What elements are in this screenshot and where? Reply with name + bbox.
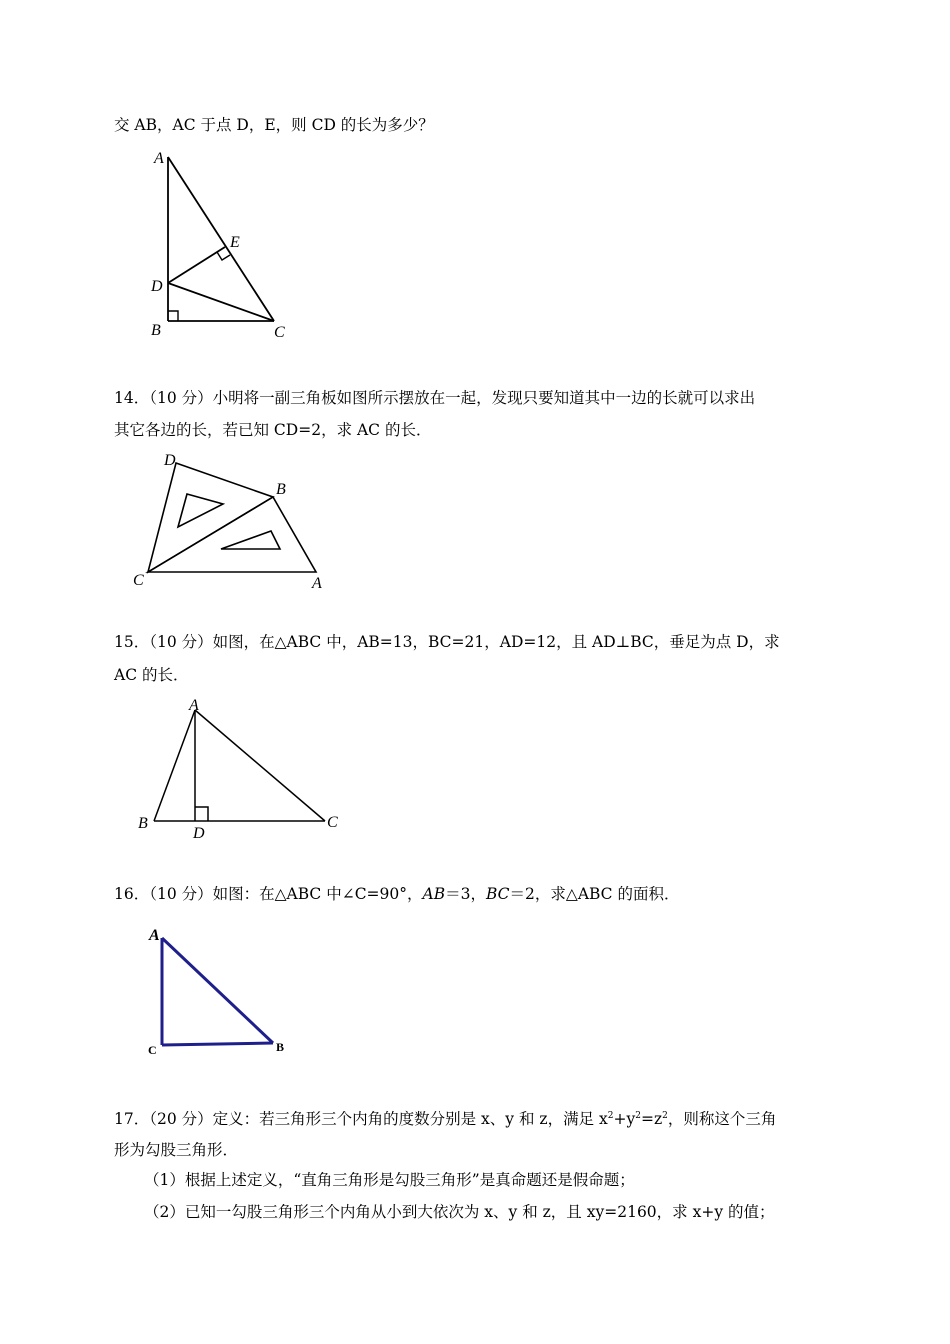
q14-inner-hole-lower bbox=[221, 531, 280, 549]
q14-text-line2: 其它各边的长，若已知 CD=2，求 AC 的长． bbox=[114, 421, 432, 439]
q13-side-ac bbox=[168, 157, 274, 321]
q17-subquestion-2: （2）已知一勾股三角形三个内角从小到大依次为 x、y 和 z，且 xy=2160，求 x+y 的值； bbox=[144, 1203, 775, 1221]
q16-label-a: A bbox=[149, 927, 160, 944]
q15-label-d: D bbox=[193, 825, 205, 842]
q17-text-line1-a: 17．（20 分）定义：若三角形三个内角的度数分别是 x、y 和 z，满足 x bbox=[114, 1110, 608, 1128]
q13-label-c: C bbox=[274, 324, 285, 341]
q15-figure bbox=[130, 692, 350, 842]
q14-label-c: C bbox=[133, 572, 144, 589]
q17-sup-1: 2 bbox=[607, 1111, 614, 1121]
q17-text-line2: 形为勾股三角形． bbox=[114, 1141, 239, 1159]
q16-text-prefix: 16．（10 分）如图：在△ABC 中∠C=90°， bbox=[114, 885, 423, 903]
q15-right-angle-d bbox=[195, 807, 208, 821]
q14-label-a: A bbox=[312, 575, 322, 592]
q16-text-bc: BC bbox=[485, 885, 510, 903]
q13-label-d: D bbox=[151, 278, 163, 295]
q14-triangle-cdb bbox=[148, 463, 273, 572]
q15-label-b: B bbox=[138, 815, 148, 832]
q17-text-line1-d: ，则称这个三角 bbox=[667, 1110, 777, 1128]
q13-label-a: A bbox=[154, 150, 164, 167]
q17-text-line1-b: +y bbox=[613, 1110, 636, 1128]
q16-side-cb bbox=[162, 1043, 273, 1045]
q13-text-line1: 交 AB，AC 于点 D，E，则 CD 的长为多少？ bbox=[114, 116, 434, 134]
q16-text-ab-value: ＝3， bbox=[445, 885, 486, 903]
q16-label-c: C bbox=[148, 1043, 157, 1057]
q15-text-line1: 15．（10 分）如图，在△ABC 中，AB=13，BC=21，AD=12，且 AD⊥BC，垂足为点 D，求 bbox=[114, 633, 780, 651]
q15-label-a: A bbox=[189, 697, 199, 714]
q16-text-line1 bbox=[114, 884, 679, 904]
q16-text-bc-value: ＝2，求△ABC 的面积． bbox=[509, 885, 680, 903]
q17-text-line1 bbox=[114, 1109, 776, 1129]
q16-text-ab: AB bbox=[422, 885, 446, 903]
q17-sup-2: 2 bbox=[635, 1111, 641, 1121]
q14-label-d: D bbox=[164, 452, 176, 469]
q13-figure bbox=[140, 145, 310, 345]
q16-label-b: B bbox=[276, 1040, 285, 1054]
q17-sup-3: 2 bbox=[662, 1111, 668, 1121]
q14-figure bbox=[128, 448, 338, 594]
q15-side-ab bbox=[154, 710, 195, 821]
q14-inner-hole-upper bbox=[178, 494, 223, 527]
q13-label-b: B bbox=[151, 322, 161, 339]
q14-triangle-cba bbox=[148, 497, 316, 572]
q15-text-line2: AC 的长． bbox=[114, 666, 189, 684]
q16-side-ab bbox=[162, 938, 273, 1043]
q17-text-line1-c: =z bbox=[640, 1110, 663, 1128]
q13-right-angle-e bbox=[217, 252, 230, 260]
q13-right-angle-b bbox=[168, 311, 178, 321]
q14-text-line1: 14．（10 分）小明将一副三角板如图所示摆放在一起，发现只要知道其中一边的长就可以求出 bbox=[114, 389, 756, 407]
q13-segment-dc bbox=[168, 283, 274, 321]
q16-figure bbox=[140, 920, 300, 1060]
q14-label-b: B bbox=[276, 481, 286, 498]
q15-side-ac bbox=[195, 710, 325, 821]
q17-subquestion-1: （1）根据上述定义，“直角三角形是勾股三角形”是真命题还是假命题； bbox=[144, 1171, 635, 1189]
q13-label-e: E bbox=[230, 234, 240, 251]
q15-label-c: C bbox=[327, 814, 338, 831]
